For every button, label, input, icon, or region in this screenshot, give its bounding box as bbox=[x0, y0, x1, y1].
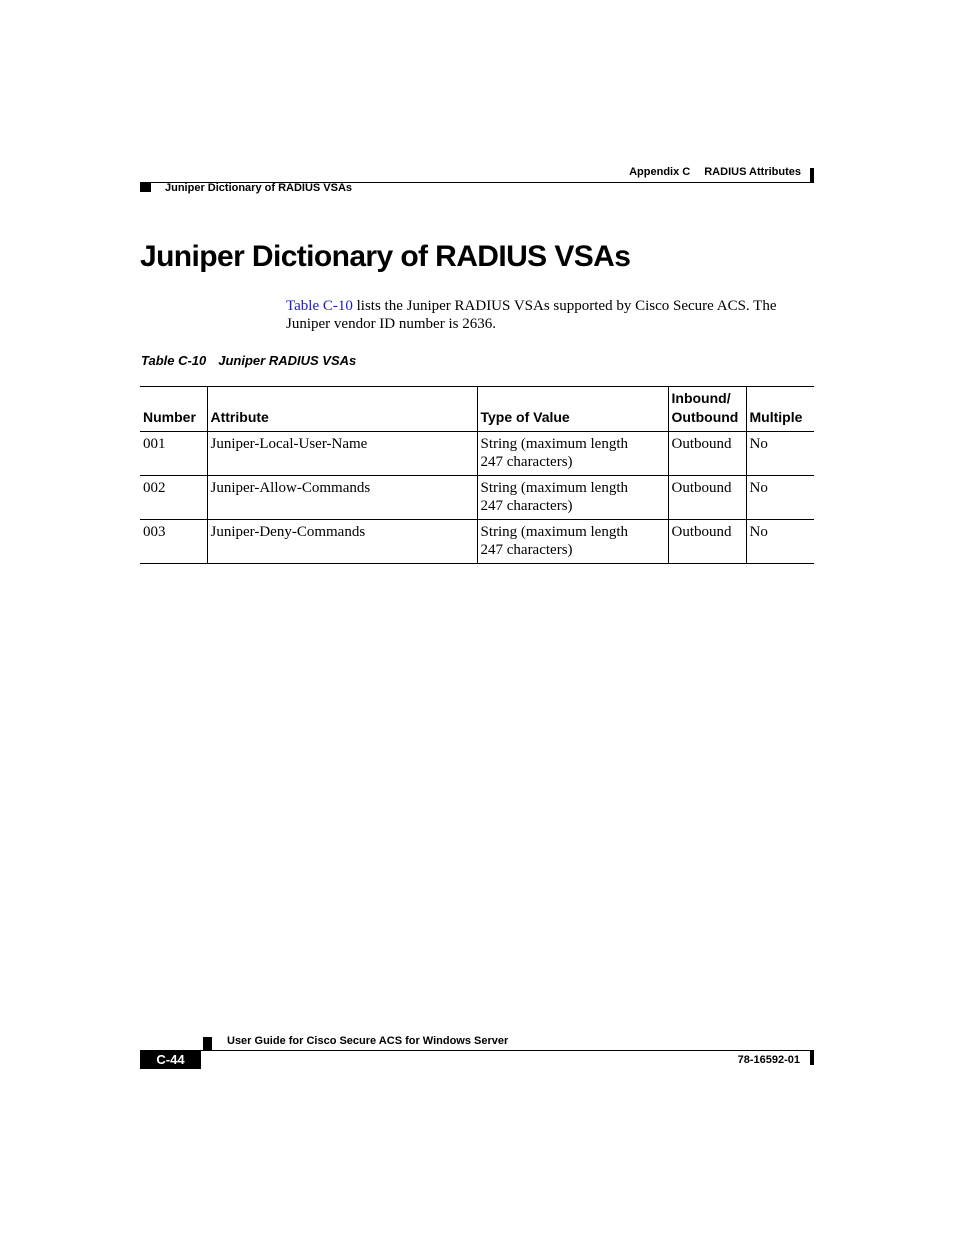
table-reference-link[interactable]: Table C-10 bbox=[286, 298, 353, 314]
header-section: Juniper Dictionary of RADIUS VSAs bbox=[165, 182, 353, 194]
cell-type bbox=[477, 520, 668, 564]
header-marker-bar bbox=[810, 168, 814, 183]
col-header-number: Number bbox=[143, 409, 196, 425]
cell-type-line1: String (maximum length bbox=[480, 524, 628, 540]
table-caption-label: Table C-10 bbox=[141, 353, 207, 368]
header-square-marker bbox=[140, 182, 151, 192]
footer-doc-number: 78-16592-01 bbox=[737, 1054, 800, 1066]
cell-multiple: No bbox=[746, 520, 814, 564]
cell-attribute: Juniper-Allow-Commands bbox=[207, 476, 477, 520]
cell-type bbox=[477, 432, 668, 476]
running-header-right bbox=[560, 166, 801, 178]
col-header-multiple: Multiple bbox=[746, 387, 814, 432]
footer-rule bbox=[140, 1050, 814, 1051]
cell-number: 002 bbox=[143, 480, 166, 496]
footer-marker-bar-left bbox=[203, 1037, 212, 1050]
cell-type-line2: 247 characters) bbox=[480, 454, 573, 470]
col-header-direction-line2: Outbound bbox=[671, 409, 739, 425]
header-appendix: Appendix C bbox=[629, 166, 691, 178]
cell-direction: Outbound bbox=[668, 476, 746, 520]
table-caption-title: Juniper RADIUS VSAs bbox=[218, 353, 357, 368]
col-header-attribute: Attribute bbox=[207, 387, 477, 432]
cell-attribute: Juniper-Deny-Commands bbox=[207, 520, 477, 564]
juniper-vsa-table bbox=[140, 386, 814, 564]
footer-marker-bar-right bbox=[810, 1050, 814, 1065]
cell-type-line1: String (maximum length bbox=[480, 436, 628, 452]
cell-attribute: Juniper-Local-User-Name bbox=[207, 432, 477, 476]
col-header-type: Type of Value bbox=[477, 387, 668, 432]
page-title: Juniper Dictionary of RADIUS VSAs bbox=[140, 240, 631, 273]
page-number: C-44 bbox=[140, 1050, 201, 1069]
cell-type-line2: 247 characters) bbox=[480, 542, 573, 558]
table-caption bbox=[141, 353, 356, 368]
table-row bbox=[140, 476, 814, 520]
intro-text: lists the Juniper RADIUS VSAs supported by Cisco Secure ACS. The Juniper vendor ID number is 2636. bbox=[286, 298, 777, 332]
table-header-row bbox=[140, 387, 814, 432]
cell-multiple: No bbox=[746, 432, 814, 476]
col-header-direction bbox=[668, 387, 746, 432]
table-row bbox=[140, 520, 814, 564]
table-row bbox=[140, 432, 814, 476]
col-header-direction-line1: Inbound/ bbox=[671, 390, 731, 406]
cell-number: 001 bbox=[143, 436, 166, 452]
cell-number: 003 bbox=[143, 524, 166, 540]
cell-type-line1: String (maximum length bbox=[480, 480, 628, 496]
cell-direction: Outbound bbox=[668, 432, 746, 476]
cell-multiple: No bbox=[746, 476, 814, 520]
header-chapter: RADIUS Attributes bbox=[704, 166, 801, 178]
intro-paragraph bbox=[286, 297, 814, 333]
footer-doc-title: User Guide for Cisco Secure ACS for Windows Server bbox=[227, 1035, 509, 1047]
cell-type-line2: 247 characters) bbox=[480, 498, 573, 514]
cell-type bbox=[477, 476, 668, 520]
cell-direction: Outbound bbox=[668, 520, 746, 564]
